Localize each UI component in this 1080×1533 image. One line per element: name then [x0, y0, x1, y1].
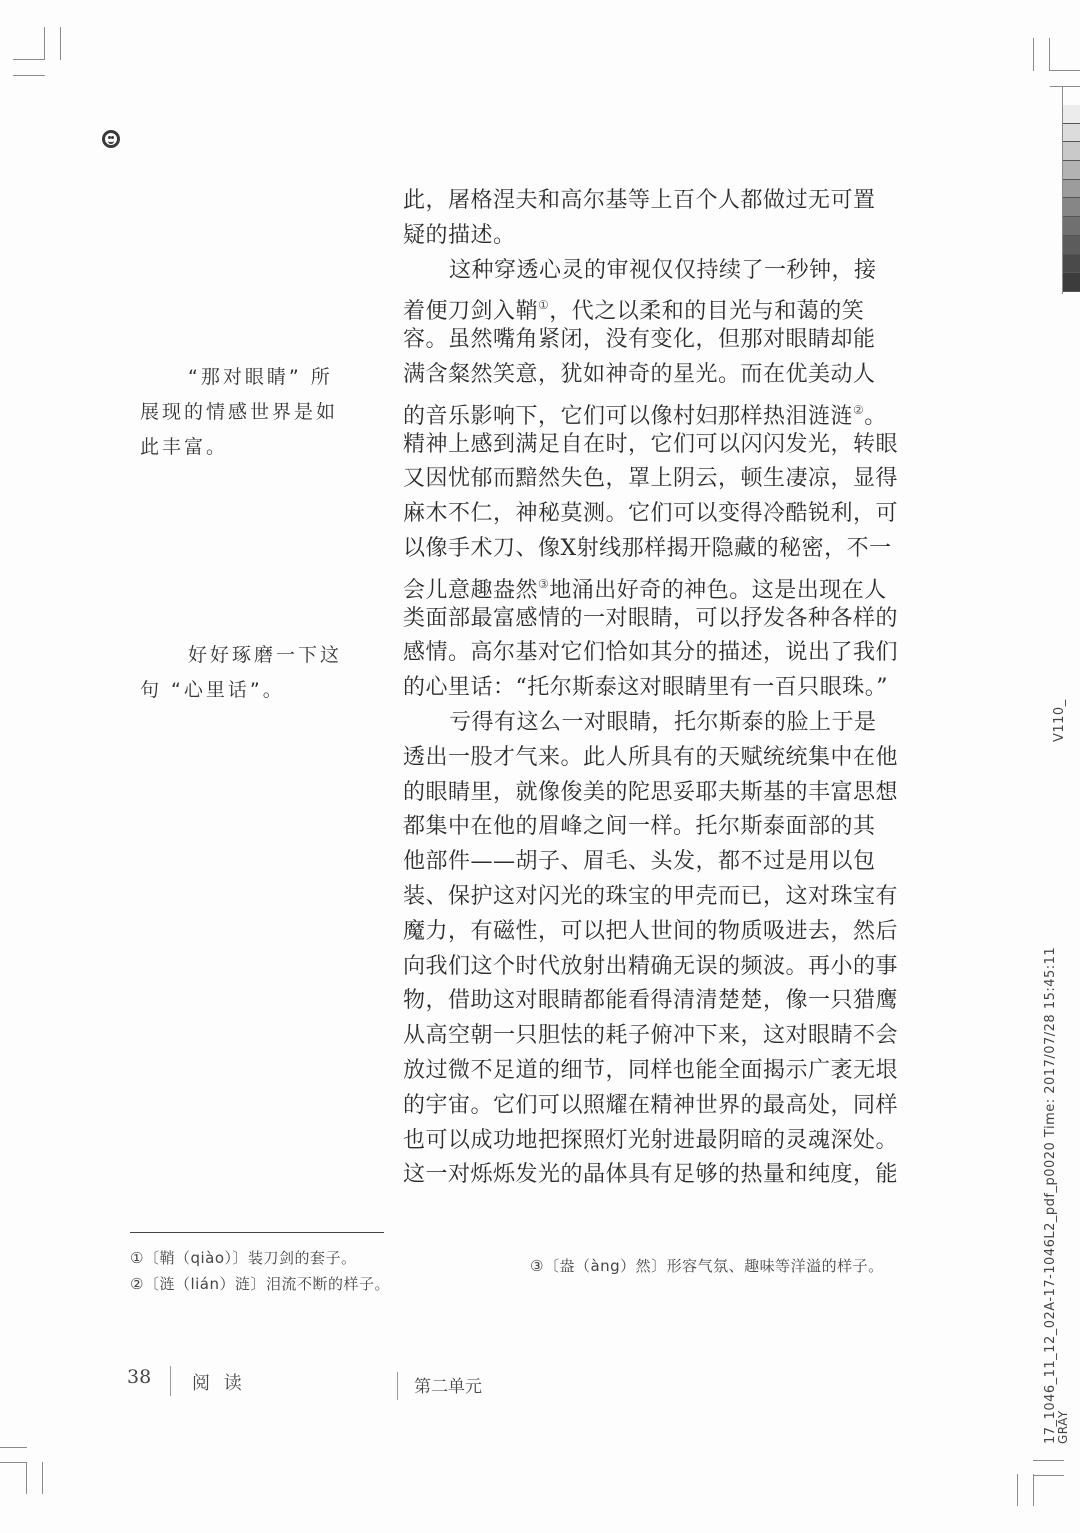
- gray-step: [1063, 217, 1080, 236]
- text-line: 的眼睛里，就像俊美的陀思妥耶夫斯基的丰富思想: [403, 779, 899, 805]
- crop-mark: [0, 1447, 27, 1448]
- text-line: 向我们这个时代放射出精确无误的频波。再小的事: [403, 953, 899, 979]
- crop-mark: [1033, 1474, 1034, 1506]
- text-line: 物，借助这对眼睛都能看得清清楚楚，像一只猎鹰: [403, 988, 899, 1014]
- text-line: 的宇宙。它们可以照耀在精神世界的最高处，同样: [403, 1092, 899, 1118]
- footnote-ref-3: ③: [538, 576, 550, 591]
- text-line: 类面部最富感情的一对眼睛，可以抒发各种各样的: [403, 605, 899, 631]
- footnote-3: ③〔盎（àng）然〕形容气氛、趣味等洋溢的样子。: [530, 1257, 884, 1275]
- text-segment: 着便刀剑入鞘: [403, 299, 539, 325]
- text-line: [403, 393, 909, 428]
- text-line: 容。虽然嘴角紧闭，没有变化，但那对眼睛却能: [403, 327, 876, 353]
- text-segment: 的音乐影响下，它们可以像村妇那样热泪涟涟: [403, 403, 854, 429]
- margin-note-2: [140, 638, 355, 708]
- note-line: 此丰富。: [140, 436, 229, 458]
- main-body-text: [403, 184, 909, 1193]
- crop-mark: [1033, 1475, 1064, 1476]
- crop-mark: [1049, 70, 1080, 71]
- text-segment: 。: [864, 403, 887, 429]
- margin-note-1: [140, 360, 355, 465]
- crop-mark: [13, 59, 45, 60]
- text-line: 他部件——胡子、眉毛、头发，都不过是用以包: [403, 849, 876, 875]
- text-line: 也可以成功地把探照灯光射进最阴暗的灵魂深处。: [403, 1127, 899, 1153]
- footer-divider: [397, 1372, 398, 1400]
- text-line: 麻木不仁，神秘莫测。它们可以变得冷酷锐利，可: [403, 501, 899, 527]
- text-line: 的心里话：“托尔斯泰这对眼睛里有一百只眼珠。”: [403, 675, 888, 701]
- text-line: 都集中在他的眉峰之间一样。托尔斯泰面部的其: [403, 814, 876, 840]
- crop-mark: [0, 1462, 27, 1463]
- crop-mark: [42, 1462, 43, 1494]
- section-label: 阅 读: [192, 1373, 246, 1394]
- text-line: 魔力，有磁性，可以把人世间的物质吸进去，然后: [403, 918, 899, 944]
- text-line: 疑的描述。: [403, 222, 516, 248]
- text-line: 此，屠格涅夫和高尔基等上百个人都做过无可置: [403, 188, 876, 213]
- note-line: 展现的情感世界是如: [140, 401, 339, 423]
- text-line: 感情。高尔基对它们恰如其分的描述，说出了我们: [403, 640, 899, 666]
- text-segment: 地涌出好奇的神色。这是出现在人: [549, 577, 887, 603]
- gray-step: [1063, 142, 1080, 161]
- gray-step: [1063, 161, 1080, 180]
- footnote-divider: [130, 1232, 384, 1233]
- text-segment: 会儿意趣盎然: [403, 577, 539, 603]
- footnote-1: ①〔鞘（qiào）〕装刀剑的套子。: [130, 1249, 357, 1267]
- note-line: 句 “心里话”。: [140, 679, 285, 701]
- gray-step: [1063, 255, 1080, 274]
- text-segment: ，代之以柔和的目光与和蔼的笑: [549, 299, 865, 325]
- footnote-ref-1: ①: [538, 298, 550, 313]
- crop-mark: [1050, 86, 1080, 87]
- text-line: 精神上感到满足自在时，它们可以闪闪发光，转眼: [403, 431, 899, 457]
- crop-mark: [1017, 1474, 1018, 1506]
- text-line: 又因忧郁而黯然失色，罩上阴云，顿生凄凉，显得: [403, 466, 899, 492]
- text-line: 这一对烁烁发光的晶体具有足够的热量和纯度，能: [403, 1162, 899, 1188]
- gray-scale-calibration-bar: [1063, 105, 1080, 292]
- gray-step: [1063, 105, 1080, 124]
- gray-step: [1063, 124, 1080, 143]
- crop-mark: [1049, 38, 1050, 71]
- text-line: [403, 567, 909, 602]
- note-line: 好好琢磨一下这: [188, 644, 343, 666]
- footnote-2: ②〔涟（lián）涟〕泪流不断的样子。: [130, 1275, 390, 1293]
- gray-step: [1063, 180, 1080, 199]
- text-line: 满含粲然笑意，犹如神奇的星光。而在优美动人: [403, 361, 876, 387]
- footer-divider: [170, 1366, 171, 1396]
- text-line: 透出一股才气来。此人所具有的天赋统统集中在他: [403, 744, 899, 770]
- note-line: “那对眼睛” 所: [188, 366, 333, 388]
- gray-step: [1063, 273, 1080, 292]
- gray-step: [1063, 198, 1080, 217]
- crop-mark: [26, 1462, 27, 1494]
- version-mark: V110_: [1052, 699, 1067, 742]
- text-line: 以像手术刀、像X射线那样揭开隐藏的秘密，不一: [403, 535, 892, 561]
- page-number: 38: [127, 1366, 152, 1388]
- text-line: 这种穿透心灵的审视仅仅持续了一秒钟，接: [449, 257, 877, 283]
- crop-mark: [60, 27, 61, 60]
- text-line: 装、保护这对闪光的珠宝的甲壳而已，这对珠宝有: [403, 883, 899, 909]
- crop-mark: [1033, 38, 1034, 71]
- gray-step: [1063, 236, 1080, 255]
- color-mode-mark: GRAY: [1056, 1410, 1070, 1444]
- text-line: 从高空朝一只胆怯的耗子俯冲下来，这对眼睛不会: [403, 1023, 899, 1049]
- footnote-ref-2: ②: [853, 402, 865, 417]
- crop-mark: [1033, 1460, 1064, 1461]
- print-job-info: 17_1046_11_12_02A-17-1046L2_pdf_p0020 Time: 2017/07/28 15:45:11: [1043, 946, 1058, 1444]
- crop-mark: [44, 27, 45, 60]
- unit-label: 第二单元: [414, 1377, 482, 1397]
- smiley-face-icon: [102, 130, 120, 148]
- text-line: [403, 288, 909, 323]
- text-line: 亏得有这么一对眼睛，托尔斯泰的脸上于是: [449, 709, 877, 735]
- text-line: 放过微不足道的细节，同样也能全面揭示广袤无垠: [403, 1057, 899, 1083]
- crop-mark: [13, 75, 45, 76]
